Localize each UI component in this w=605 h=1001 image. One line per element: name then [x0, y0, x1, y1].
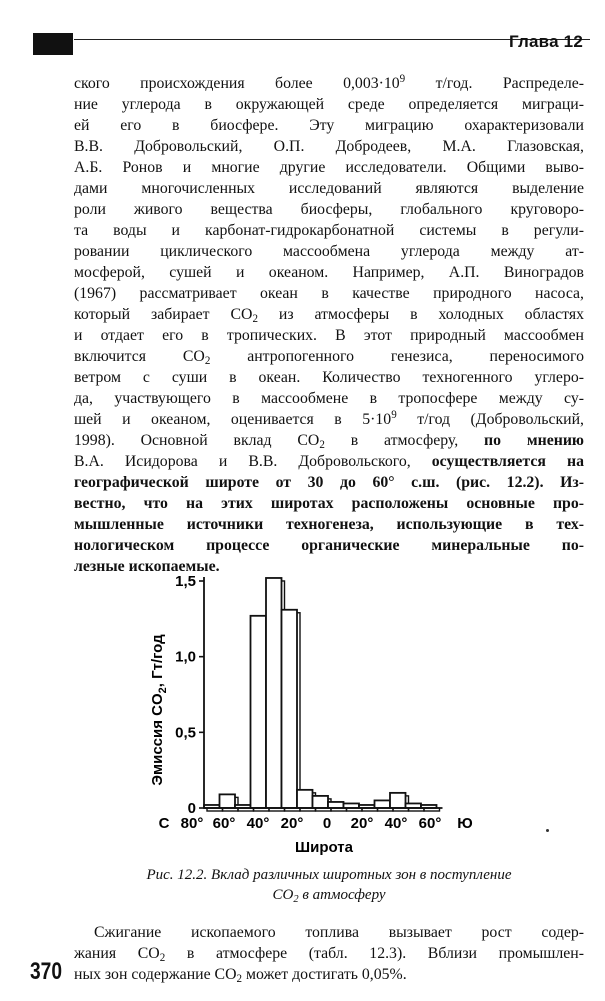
text-line: Сжигание ископаемого топлива вызывает рост содер- — [94, 924, 584, 941]
y-tick-label: 0 — [187, 800, 196, 817]
x-tick-label: 20° — [280, 815, 304, 832]
text-line: шей и океаном, оценивается в $5\cdot 10^9$ т/год (Добровольский, — [74, 409, 584, 428]
text-line: А.Б. Ронов и многие другие исследователи. Общими выво- — [74, 159, 584, 176]
text-line: лезные ископаемые. — [74, 558, 220, 575]
body-paragraph — [74, 73, 584, 577]
text-line: ние углерода в окружающей среде определяется миграци- — [74, 96, 584, 113]
text-line: ровании циклического массообмена углерода между ат- — [74, 243, 584, 260]
text-line: мосферой, сушей и океаном. Например, А.П. Виноградов — [74, 264, 584, 281]
speck — [546, 829, 549, 832]
text-line: ей его в биосфере. Эту миграцию охарактеризовали — [74, 117, 584, 134]
text-line: географической широте от 30 до 60° с.ш. (рис. 12.2). Из- — [74, 474, 584, 491]
x-tick-label: 60° — [418, 815, 442, 832]
bar — [220, 794, 236, 808]
bar — [251, 616, 267, 808]
text-line: роли живого вещества биосферы, глобального круговоро- — [74, 201, 584, 218]
text-line: включится $CO_2$ антропогенного генезиса, переносимого — [74, 348, 584, 367]
x-tick-label: 40° — [246, 815, 270, 832]
x-tick-label: 40° — [384, 815, 408, 832]
x-tick-label: 80° — [180, 815, 204, 832]
x-tick-label: 20° — [350, 815, 374, 832]
text-line: ского происхождения более $0,003\cdot 10^9$ т/год. Распределе- — [74, 73, 584, 92]
page-number: 370 — [30, 958, 63, 985]
x-tick-label: 60° — [212, 815, 236, 832]
x-tick-label: Ю — [457, 815, 473, 832]
text-line: В.В. Добровольский, О.П. Добродеев, М.А. Глазовская, — [74, 138, 584, 155]
y-axis-label: Эмиссия $CO_2$, Гт/год — [149, 634, 169, 786]
text-line: та воды и карбонат-гидрокарбонатной системы в регули- — [74, 222, 584, 239]
text-line: нологическом процессе органические минеральные по- — [74, 537, 584, 554]
x-axis-label: Широта — [295, 839, 353, 856]
x-tick-label: С — [158, 815, 170, 832]
bar — [390, 793, 406, 808]
text-line: ветром с суши в океан. Количество техногенного углеро- — [74, 369, 584, 386]
text-line: (1967) рассматривает океан в качестве природного насоса, — [74, 285, 584, 302]
text-line: жания $CO_2$ в атмосфере (табл. 12.3). Вблизи промышлен- — [74, 945, 584, 964]
text-line: да, участвующего в массообмене в тропосфере между су- — [74, 390, 584, 407]
bar — [282, 610, 298, 808]
figure-caption — [74, 865, 584, 905]
header-block — [33, 33, 73, 55]
text-line: ных зон содержание $CO_2$ может достигать 0,05%. — [74, 966, 407, 985]
x-tick-label: 0 — [322, 815, 332, 832]
y-tick-label: 1,0 — [175, 648, 196, 666]
bar — [328, 802, 344, 808]
text-line: который забирает $CO_2$ из атмосферы в холодных областях — [74, 306, 584, 325]
y-tick-label: 0,5 — [175, 724, 196, 742]
bar — [266, 578, 282, 808]
bar — [297, 790, 313, 808]
emission-chart — [120, 570, 510, 860]
bar — [375, 800, 391, 808]
caption-line-2: $CO_2$ в атмосферу — [272, 887, 386, 905]
caption-line-1: Рис. 12.2. Вклад различных широтных зон в поступление — [146, 867, 512, 883]
chapter-title: Глава 12 — [509, 32, 583, 51]
text-line: дами многочисленных исследований являются выделение — [74, 180, 584, 197]
text-line: и отдает его в тропических. В этот природный массообмен — [74, 327, 584, 344]
text-line: мышленные источники техногенеза, использующие в тех- — [74, 516, 584, 533]
bar — [313, 796, 329, 808]
text-line: 1998). Основной вклад $CO_2$ в атмосферу, по мнению — [74, 432, 584, 451]
text-line: вестно, что на этих широтах расположены основные про- — [74, 495, 584, 512]
text-line: В.А. Исидорова и В.В. Добровольского, осуществляется на — [74, 453, 585, 470]
y-tick-label: 1,5 — [175, 573, 196, 590]
closing-paragraph — [74, 922, 584, 985]
